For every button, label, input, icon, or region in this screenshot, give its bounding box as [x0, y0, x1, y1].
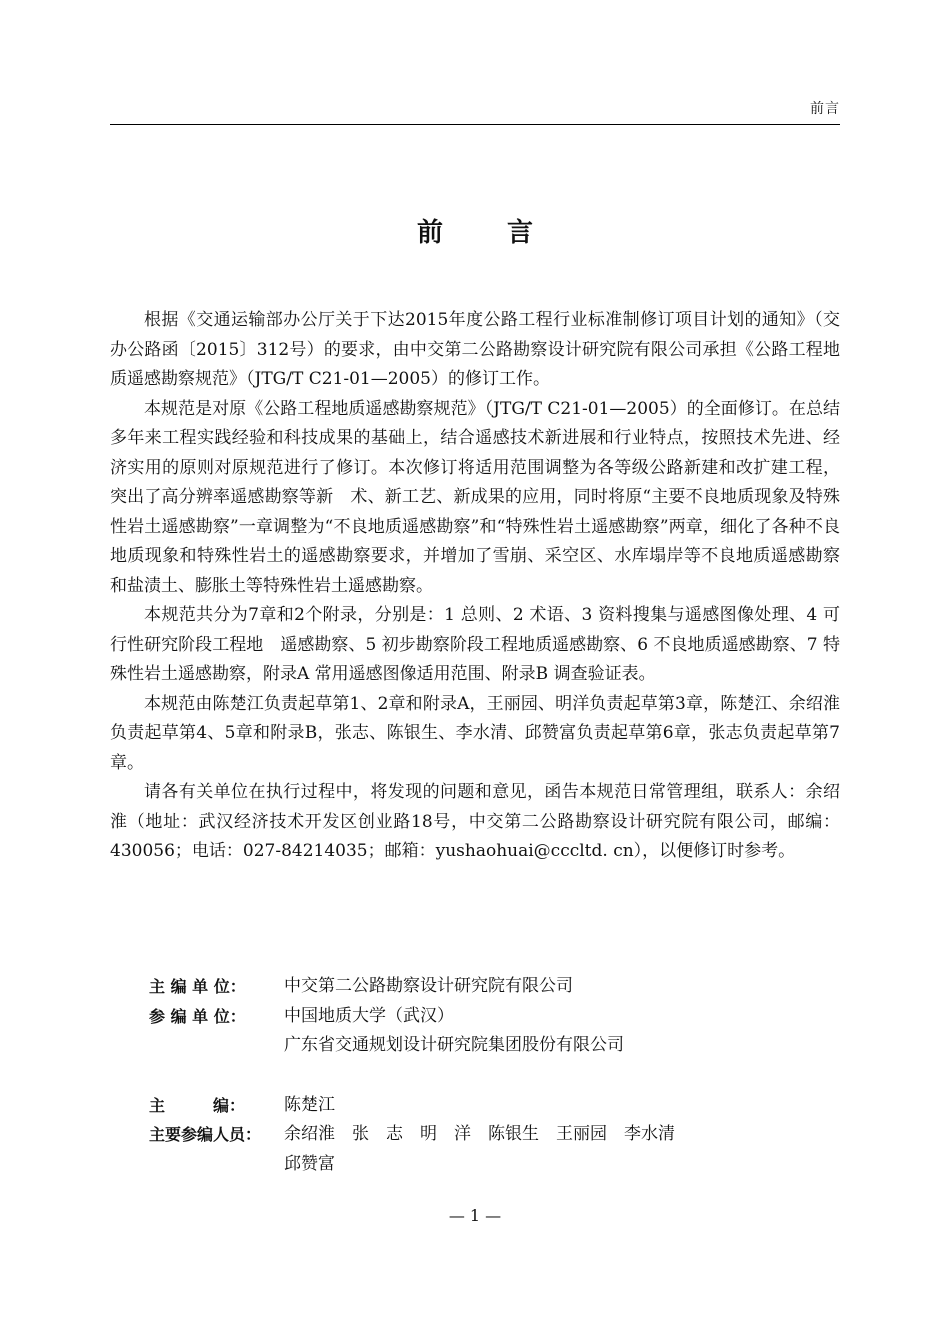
chief-editor-values	[284, 1091, 829, 1121]
main-participants-values	[284, 1120, 829, 1179]
editor-unit-label: 主 编 单 位：	[149, 977, 246, 996]
preface-body	[110, 306, 840, 867]
running-head: 前言	[810, 101, 840, 117]
chief-editor-label: 主 编：	[149, 1095, 246, 1115]
participating-unit-name: 广东省交通规划设计研究院集团股份有限公司	[284, 1035, 624, 1055]
page-number: — 1 —	[448, 1206, 502, 1225]
paragraph: 本规范由陈楚江负责起草第1、2章和附录A，王丽园、明洋负责起草第3章，陈楚江、余绍淮负责起草第4、5章和附录B，张志、陈银生、李水清、邱赞富负责起草第6章，张志负责起草第7章。	[110, 693, 840, 773]
paragraph: 本规范是对原《公路工程地质遥感勘察规范》（JTG/T C21-01—2005）的全面修订。在总结多年来工程实践经验和科技成果的基础上，结合遥感技术新进展和行业特点，按照技术先进、经济实用的原则对原规范进行了修订。本次修订将适用范围调整为各等级公路新建和改扩建工程，突出了高分辨率遥感勘察等新 术、新工艺、新成果的应用，同时将原“主要不良地质现象及特殊性岩土遥感勘察”一章调整为“不良地质遥感勘察”和“特殊性岩土遥感勘察”两章，细化了各种不良地质现象和特殊性岩土的遥感勘察要求，并增加了雪崩、采空区、水库塌岸等不良地质遥感勘察和盐渍土、膨胀土等特殊性岩土遥感勘察。	[110, 398, 840, 596]
page-title	[0, 212, 950, 249]
participating-units-row	[149, 1002, 829, 1061]
editor-unit-row	[149, 972, 829, 1002]
editor-unit-values	[284, 972, 829, 1002]
header-rule	[110, 124, 840, 125]
main-participants-line: 余绍淮 张 志 明 洋 陈银生 王丽园 李水清	[284, 1124, 675, 1144]
chief-editor-row	[149, 1091, 829, 1121]
credits-spacer	[149, 1061, 829, 1091]
main-participants-row	[149, 1120, 829, 1179]
main-participants-label: 主要参编人员：	[149, 1125, 262, 1144]
chief-editor-name: 陈楚江	[284, 1094, 335, 1115]
paragraph: 根据《交通运输部办公厅关于下达2015年度公路工程行业标准制修订项目计划的通知》（交办公路函〔2015〕312号）的要求，由中交第二公路勘察设计研究院有限公司承担《公路工程地质遥感勘察规范》（JTG/T C21-01—2005）的修订工作。	[110, 310, 840, 389]
participating-unit-name: 中国地质大学（武汉）	[284, 1005, 454, 1026]
title-char-2: 言	[507, 218, 534, 248]
paragraph: 请各有关单位在执行过程中，将发现的问题和意见，函告本规范日常管理组，联系人：余绍淮（地址：武汉经济技术开发区创业路18号，中交第二公路勘察设计研究院有限公司，邮编：430056；电话：027-84214035；邮箱：yushaohuai@cccltd. cn），以便修订时参考。	[110, 782, 840, 861]
participating-units-label: 参 编 单 位：	[149, 1006, 246, 1026]
editor-unit-name: 中交第二公路勘察设计研究院有限公司	[284, 976, 573, 996]
title-char-1: 前	[416, 218, 443, 248]
participating-units-values	[284, 1002, 829, 1061]
main-participants-line: 邱赞富	[284, 1153, 335, 1174]
paragraph: 本规范共分为7章和2个附录，分别是：1 总则、2 术语、3 资料搜集与遥感图像处理、4 可行性研究阶段工程地 遥感勘察、5 初步勘察阶段工程地质遥感勘察、6 不良地质遥感勘察、7 特殊性岩土遥感勘察，附录A 常用遥感图像适用范围、附录B 调查验证表。	[110, 605, 840, 684]
credits-block	[149, 972, 829, 1179]
